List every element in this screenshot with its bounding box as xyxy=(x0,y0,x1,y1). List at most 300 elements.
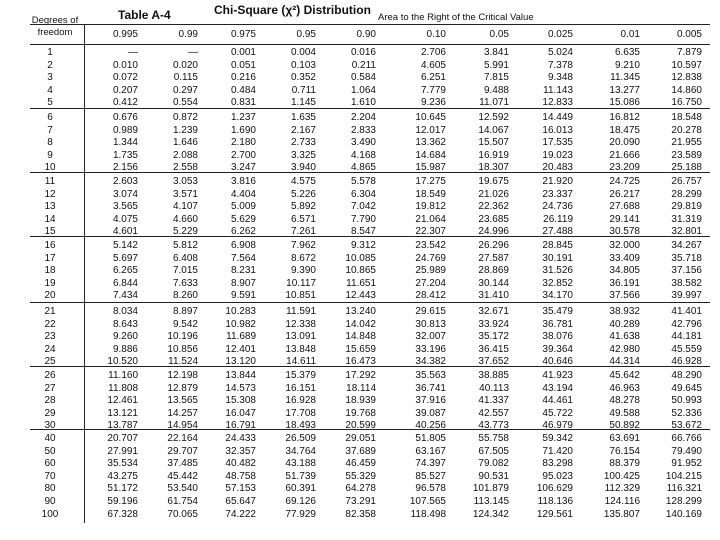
table-cell: 33.924 xyxy=(478,318,509,330)
column-header: 0.975 xyxy=(230,29,256,40)
table-cell: 11.160 xyxy=(108,370,138,381)
table-cell: 2.558 xyxy=(172,162,198,174)
table-cell: 0.051 xyxy=(230,59,256,71)
table-cell: 12.338 xyxy=(285,318,316,330)
table-cell: 45.642 xyxy=(609,370,640,381)
table-cell: 40.289 xyxy=(609,318,640,330)
table-cell: 61.754 xyxy=(167,496,198,507)
table-cell: 31.410 xyxy=(478,290,509,302)
table-cell: 13.565 xyxy=(167,395,198,407)
table-cell: 82.358 xyxy=(345,508,376,520)
table-cell: 3.490 xyxy=(350,137,376,149)
table-cell: 36.191 xyxy=(609,277,640,289)
table-cell: 59.196 xyxy=(107,496,138,507)
table-cell: 17.275 xyxy=(415,176,446,187)
table-cell: 27.587 xyxy=(478,252,509,264)
table-cell: 1.064 xyxy=(350,84,376,96)
table-cell: 45.442 xyxy=(167,470,198,482)
table-cell: 40.113 xyxy=(479,382,509,394)
table-cell: 12.879 xyxy=(167,382,198,394)
table-cell: 11.651 xyxy=(346,277,376,289)
df-cell: 10 xyxy=(44,162,56,174)
table-cell: 8.547 xyxy=(350,226,376,238)
table-cell: 23.589 xyxy=(671,149,702,161)
table-cell: 24.725 xyxy=(609,176,640,187)
table-cell: 18.493 xyxy=(285,420,316,432)
table-cell: 8.672 xyxy=(290,252,316,264)
table-cell: 43.275 xyxy=(107,470,138,482)
table-cell: 77.929 xyxy=(285,508,316,520)
table-cell: 36.741 xyxy=(415,382,446,394)
table-cell: 15.086 xyxy=(609,97,640,109)
table-cell: 1.646 xyxy=(172,137,198,149)
table-cell: 19.812 xyxy=(415,201,446,213)
table-cell: 67.505 xyxy=(478,445,509,457)
table-cell: 0.412 xyxy=(112,97,138,109)
table-cell: 38.076 xyxy=(542,331,573,343)
table-cell: 37.652 xyxy=(478,356,509,368)
df-cell: 7 xyxy=(47,124,53,136)
table-cell: 21.920 xyxy=(542,176,573,187)
table-cell: 34.267 xyxy=(671,240,702,251)
column-header: 0.01 xyxy=(620,29,640,40)
table-cell: 19.675 xyxy=(478,176,509,187)
table-cell: 20.707 xyxy=(107,433,138,444)
table-cell: 10.085 xyxy=(345,252,376,264)
table-cell: 0.711 xyxy=(291,84,316,96)
table-cell: 0.010 xyxy=(112,59,138,71)
table-cell: 4.660 xyxy=(172,213,198,225)
table-cell: 7.015 xyxy=(172,265,198,277)
table-cell: 15.308 xyxy=(225,395,256,407)
table-cell: 71.420 xyxy=(542,445,573,457)
table-cell: 16.812 xyxy=(609,112,640,123)
table-cell: 30.191 xyxy=(542,252,573,264)
table-cell: 33.196 xyxy=(415,343,446,355)
table-cell: 6.571 xyxy=(290,213,316,225)
table-cell: 0.297 xyxy=(172,84,198,96)
table-cell: 9.390 xyxy=(290,265,316,277)
table-cell: — xyxy=(128,47,138,58)
table-cell: 26.217 xyxy=(609,188,640,200)
table-cell: 44.314 xyxy=(609,356,640,368)
table-cell: 23.685 xyxy=(478,213,509,225)
table-cell: 9.886 xyxy=(112,343,138,355)
table-cell: 2.204 xyxy=(350,112,376,123)
table-cell: 69.126 xyxy=(285,496,316,507)
table-cell: 16.791 xyxy=(225,420,256,432)
table-cell: 9.236 xyxy=(420,97,446,109)
table-cell: 7.633 xyxy=(172,277,198,289)
table-cell: 25.989 xyxy=(415,265,446,277)
df-cell: 80 xyxy=(44,483,56,495)
table-cell: 20.278 xyxy=(671,124,702,136)
table-cell: 91.952 xyxy=(671,458,702,470)
table-cell: 37.566 xyxy=(609,290,640,302)
table-cell: 9.348 xyxy=(547,72,573,84)
table-cell: — xyxy=(188,47,198,58)
table-cell: 9.591 xyxy=(230,290,256,302)
table-cell: 40.256 xyxy=(415,420,446,432)
table-cell: 18.939 xyxy=(345,395,376,407)
table-cell: 18.475 xyxy=(609,124,640,136)
df-column-divider xyxy=(84,302,85,371)
table-cell: 5.229 xyxy=(172,226,198,238)
table-cell: 10.196 xyxy=(167,331,198,343)
table-cell: 14.067 xyxy=(478,124,509,136)
table-cell: 23.542 xyxy=(415,240,446,251)
table-cell: 11.143 xyxy=(543,84,573,96)
table-cell: 36.415 xyxy=(478,343,509,355)
table-cell: 22.362 xyxy=(478,201,509,213)
table-cell: 60.391 xyxy=(285,483,316,495)
table-cell: 118.136 xyxy=(537,496,573,507)
table-cell: 24.996 xyxy=(478,226,509,238)
table-cell: 51.739 xyxy=(285,470,316,482)
table-cell: 43.194 xyxy=(542,382,573,394)
table-cell: 12.461 xyxy=(107,395,138,407)
table-cell: 64.278 xyxy=(345,483,376,495)
df-cell: 21 xyxy=(44,306,56,317)
table-cell: 35.718 xyxy=(671,252,702,264)
table-cell: 52.336 xyxy=(671,407,702,419)
table-cell: 28.845 xyxy=(542,240,573,251)
table-cell: 33.409 xyxy=(609,252,640,264)
table-cell: 46.459 xyxy=(345,458,376,470)
df-cell: 4 xyxy=(47,84,53,96)
table-cell: 15.379 xyxy=(285,370,316,381)
table-cell: 0.584 xyxy=(350,72,376,84)
table-cell: 66.766 xyxy=(671,433,702,444)
table-cell: 21.064 xyxy=(415,213,446,225)
table-cell: 25.188 xyxy=(671,162,702,174)
table-cell: 1.239 xyxy=(172,124,198,136)
df-cell: 11 xyxy=(44,176,56,187)
table-cell: 16.047 xyxy=(225,407,256,419)
table-cell: 48.278 xyxy=(609,395,640,407)
table-cell: 7.879 xyxy=(676,47,702,58)
table-cell: 29.819 xyxy=(671,201,702,213)
table-cell: 8.231 xyxy=(230,265,256,277)
column-header: 0.90 xyxy=(356,29,376,40)
table-cell: 1.735 xyxy=(112,149,138,161)
df-cell: 6 xyxy=(47,112,53,123)
table-cell: 116.321 xyxy=(666,483,702,495)
table-cell: 8.907 xyxy=(230,277,256,289)
table-cell: 15.987 xyxy=(415,162,446,174)
table-cell: 10.856 xyxy=(167,343,198,355)
df-cell: 100 xyxy=(41,508,59,520)
table-cell: 12.833 xyxy=(542,97,573,109)
table-cell: 5.892 xyxy=(290,201,316,213)
table-cell: 1.344 xyxy=(112,137,138,149)
df-cell: 23 xyxy=(44,331,56,343)
table-cell: 0.484 xyxy=(230,84,256,96)
table-cell: 0.115 xyxy=(173,72,198,84)
table-cell: 26.296 xyxy=(478,240,509,251)
df-column-divider xyxy=(84,366,85,435)
table-cell: 118.498 xyxy=(410,508,446,520)
df-cell: 26 xyxy=(44,370,56,381)
df-cell: 8 xyxy=(47,137,53,149)
table-cell: 13.277 xyxy=(609,84,640,96)
table-cell: 65.647 xyxy=(225,496,256,507)
table-cell: 46.963 xyxy=(609,382,640,394)
table-cell: 3.841 xyxy=(483,47,509,58)
table-cell: 34.764 xyxy=(285,445,316,457)
table-cell: 5.142 xyxy=(112,240,138,251)
table-cell: 5.024 xyxy=(547,47,573,58)
table-cell: 18.307 xyxy=(478,162,509,174)
df-cell: 19 xyxy=(44,277,56,289)
table-cell: 2.603 xyxy=(112,176,138,187)
table-cell: 16.919 xyxy=(478,149,509,161)
table-cell: 6.844 xyxy=(112,277,138,289)
table-cell: 88.379 xyxy=(609,458,640,470)
table-cell: 7.261 xyxy=(290,226,316,238)
table-cell: 135.807 xyxy=(603,508,640,520)
table-cell: 3.074 xyxy=(112,188,138,200)
table-cell: 9.260 xyxy=(112,331,138,343)
table-cell: 5.629 xyxy=(230,213,256,225)
table-cell: 38.932 xyxy=(609,306,640,317)
table-cell: 50.993 xyxy=(671,395,702,407)
df-column-divider xyxy=(84,108,85,177)
table-cell: 11.071 xyxy=(479,97,509,109)
table-cell: 14.954 xyxy=(167,420,198,432)
table-cell: 35.534 xyxy=(107,458,138,470)
table-cell: 14.848 xyxy=(345,331,376,343)
table-cell: 24.736 xyxy=(542,201,573,213)
table-cell: 41.401 xyxy=(671,306,702,317)
table-cell: 32.671 xyxy=(478,306,509,317)
table-cell: 50.892 xyxy=(609,420,640,432)
table-cell: 17.292 xyxy=(345,370,376,381)
table-cell: 2.706 xyxy=(420,47,446,58)
table-cell: 21.955 xyxy=(671,137,702,149)
table-cell: 11.808 xyxy=(108,382,138,394)
table-cell: 57.153 xyxy=(225,483,256,495)
column-header: 0.025 xyxy=(547,29,573,40)
df-cell: 90 xyxy=(44,496,56,507)
table-cell: 2.733 xyxy=(290,137,316,149)
table-cell: 27.204 xyxy=(415,277,446,289)
table-cell: 101.879 xyxy=(472,483,509,495)
table-cell: 37.156 xyxy=(671,265,702,277)
table-cell: 4.601 xyxy=(112,226,138,238)
table-cell: 51.172 xyxy=(107,483,138,495)
table-cell: 5.226 xyxy=(290,188,316,200)
column-header: 0.99 xyxy=(178,29,198,40)
table-cell: 23.209 xyxy=(609,162,640,174)
df-cell: 29 xyxy=(44,407,56,419)
table-cell: 107.565 xyxy=(409,496,446,507)
table-cell: 14.449 xyxy=(542,112,573,123)
table-cell: 49.645 xyxy=(671,382,702,394)
table-cell: 26.757 xyxy=(671,176,702,187)
table-cell: 7.378 xyxy=(547,59,573,71)
table-cell: 53.540 xyxy=(167,483,198,495)
df-cell: 22 xyxy=(44,318,56,330)
table-cell: 13.240 xyxy=(345,306,376,317)
table-cell: 53.672 xyxy=(671,420,702,432)
table-cell: 45.559 xyxy=(671,343,702,355)
table-cell: 32.852 xyxy=(542,277,573,289)
group-rule xyxy=(30,302,710,303)
table-cell: 17.535 xyxy=(542,137,573,149)
table-cell: 30.578 xyxy=(609,226,640,238)
table-cell: 32.000 xyxy=(609,240,640,251)
table-cell: 6.251 xyxy=(420,72,446,84)
table-cell: 79.490 xyxy=(671,445,702,457)
group-rule xyxy=(30,366,710,367)
table-cell: 16.750 xyxy=(671,97,702,109)
table-label: Table A-4 xyxy=(118,8,171,22)
table-cell: 55.758 xyxy=(478,433,509,444)
table-cell: 43.773 xyxy=(478,420,509,432)
table-cell: 6.265 xyxy=(112,265,138,277)
table-cell: 67.328 xyxy=(107,508,138,520)
df-cell: 13 xyxy=(44,201,56,213)
table-cell: 0.989 xyxy=(112,124,138,136)
table-cell: 19.023 xyxy=(542,149,573,161)
table-cell: 16.013 xyxy=(542,124,573,136)
df-cell: 25 xyxy=(44,356,56,368)
table-cell: 7.779 xyxy=(420,84,446,96)
table-cell: 63.691 xyxy=(609,433,640,444)
table-cell: 28.412 xyxy=(415,290,446,302)
table-cell: 20.599 xyxy=(345,420,376,432)
df-cell: 20 xyxy=(44,290,56,302)
table-cell: 0.676 xyxy=(112,112,138,123)
table-cell: 0.004 xyxy=(290,47,316,58)
df-column-divider xyxy=(84,44,85,113)
table-cell: 39.997 xyxy=(671,290,702,302)
table-cell: 79.082 xyxy=(478,458,509,470)
table-cell: 95.023 xyxy=(542,470,573,482)
table-cell: 5.991 xyxy=(483,59,509,71)
table-cell: 46.928 xyxy=(671,356,702,368)
table-cell: 2.180 xyxy=(230,137,256,149)
table-cell: 2.833 xyxy=(350,124,376,136)
table-cell: 0.352 xyxy=(290,72,316,84)
table-cell: 31.526 xyxy=(542,265,573,277)
table-cell: 29.141 xyxy=(609,213,640,225)
table-cell: 20.483 xyxy=(542,162,573,174)
table-cell: 20.090 xyxy=(609,137,640,149)
table-cell: 28.299 xyxy=(671,188,702,200)
table-cell: 13.848 xyxy=(285,343,316,355)
df-cell: 12 xyxy=(44,188,56,200)
table-cell: 2.167 xyxy=(290,124,316,136)
table-cell: 41.638 xyxy=(609,331,640,343)
table-cell: 112.329 xyxy=(604,483,640,495)
table-cell: 22.307 xyxy=(415,226,446,238)
table-cell: 10.645 xyxy=(415,112,446,123)
table-cell: 1.690 xyxy=(230,124,256,136)
group-rule xyxy=(30,108,710,109)
df-cell: 18 xyxy=(44,265,56,277)
df-cell: 14 xyxy=(44,213,56,225)
table-cell: 8.034 xyxy=(112,306,138,317)
df-cell: 27 xyxy=(44,382,56,394)
table-cell: 0.872 xyxy=(172,112,198,123)
table-cell: 19.768 xyxy=(345,407,376,419)
table-cell: 37.689 xyxy=(345,445,376,457)
table-cell: 6.262 xyxy=(230,226,256,238)
df-column-divider xyxy=(84,172,85,241)
table-cell: 43.188 xyxy=(285,458,316,470)
df-cell: 2 xyxy=(47,59,53,71)
table-cell: 2.156 xyxy=(112,162,138,174)
table-cell: 39.364 xyxy=(542,343,573,355)
table-cell: 73.291 xyxy=(345,496,376,507)
df-cell: 60 xyxy=(44,458,56,470)
df-cell: 9 xyxy=(47,149,53,161)
table-cell: 13.120 xyxy=(225,356,256,368)
table-cell: 5.812 xyxy=(172,240,198,251)
column-header: 0.995 xyxy=(112,29,138,40)
table-cell: 140.169 xyxy=(665,508,702,520)
table-cell: 30.144 xyxy=(478,277,509,289)
table-cell: 6.908 xyxy=(230,240,256,251)
table-cell: 28.869 xyxy=(478,265,509,277)
table-cell: 1.145 xyxy=(290,97,316,109)
table-cell: 27.991 xyxy=(107,445,138,457)
table-cell: 12.017 xyxy=(415,124,446,136)
table-cell: 37.485 xyxy=(167,458,198,470)
table-cell: 9.210 xyxy=(614,59,640,71)
table-cell: 3.325 xyxy=(290,149,316,161)
group-rule xyxy=(30,172,710,173)
table-cell: 8.260 xyxy=(172,290,198,302)
table-cell: 3.053 xyxy=(172,176,198,187)
table-cell: 4.575 xyxy=(290,176,316,187)
table-cell: 0.103 xyxy=(290,59,316,71)
table-cell: 129.561 xyxy=(536,508,573,520)
table-cell: 23.337 xyxy=(542,188,573,200)
table-cell: 12.198 xyxy=(167,370,198,381)
table-cell: 8.643 xyxy=(112,318,138,330)
df-cell: 50 xyxy=(44,445,56,457)
df-cell: 70 xyxy=(44,470,56,482)
table-cell: 55.329 xyxy=(345,470,376,482)
table-cell: 34.382 xyxy=(415,356,446,368)
table-cell: 4.865 xyxy=(350,162,376,174)
table-cell: 113.145 xyxy=(473,496,509,507)
table-cell: 4.605 xyxy=(420,59,446,71)
table-cell: 42.557 xyxy=(478,407,509,419)
table-cell: 10.865 xyxy=(345,265,376,277)
table-cell: 44.181 xyxy=(671,331,702,343)
table-cell: 26.509 xyxy=(285,433,316,444)
table-cell: 6.408 xyxy=(172,252,198,264)
table-cell: 14.257 xyxy=(167,407,198,419)
df-column-divider xyxy=(84,236,85,305)
table-cell: 35.479 xyxy=(542,306,573,317)
table-cell: 0.016 xyxy=(350,47,376,58)
df-cell: 16 xyxy=(44,240,56,251)
table-cell: 34.170 xyxy=(542,290,573,302)
table-cell: 14.573 xyxy=(225,382,256,394)
df-cell: 3 xyxy=(47,72,53,84)
table-cell: 44.461 xyxy=(542,395,573,407)
table-cell: 12.443 xyxy=(345,290,376,302)
table-cell: 0.020 xyxy=(172,59,198,71)
table-cell: 104.215 xyxy=(665,470,702,482)
table-cell: 15.659 xyxy=(345,343,376,355)
table-cell: 74.222 xyxy=(225,508,256,520)
